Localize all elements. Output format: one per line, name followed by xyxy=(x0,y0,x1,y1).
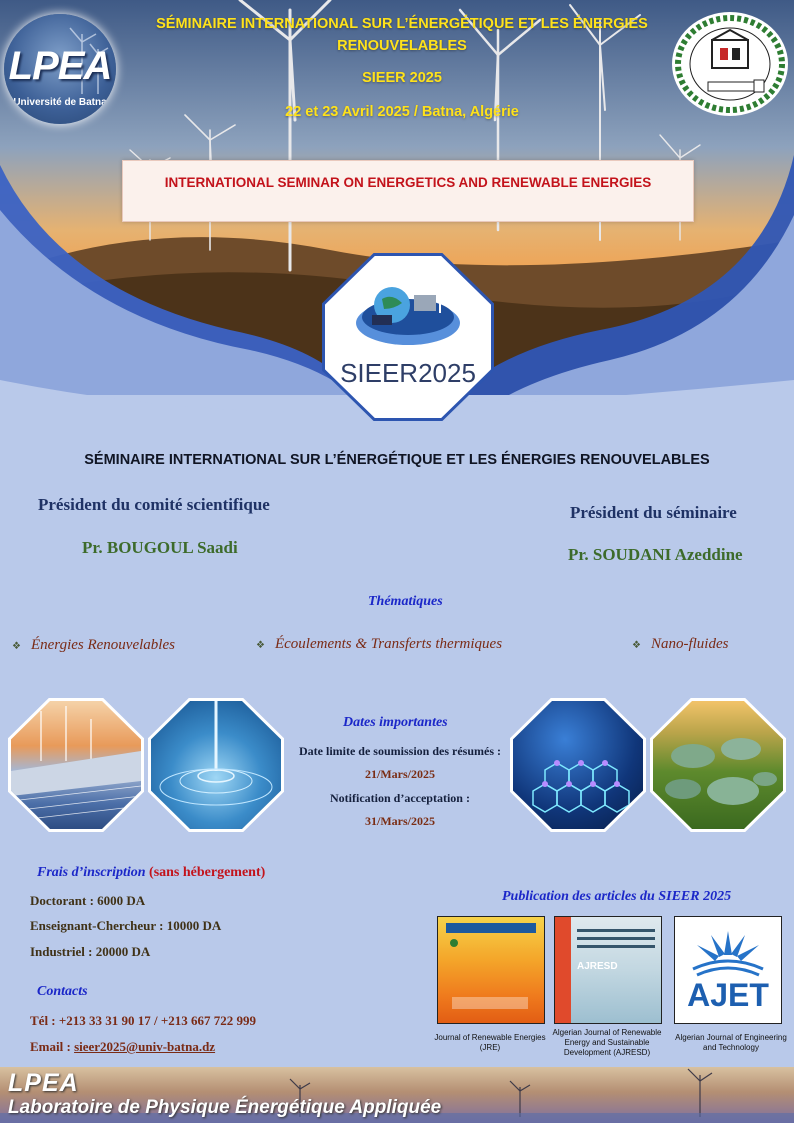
solar-panel-icon xyxy=(11,701,141,829)
footer-lab-name: Laboratoire de Physique Énergétique Appliquée xyxy=(8,1097,442,1118)
jre-cover-band xyxy=(452,997,528,1009)
ajresd-cover-rule xyxy=(577,929,655,932)
president-scientific-label: Président du comité scientifique xyxy=(38,495,270,514)
submission-deadline-label: Date limite de soumission des résumés : xyxy=(299,744,501,758)
university-batna-logo xyxy=(672,12,788,116)
footer-banner xyxy=(0,1067,794,1123)
journal-caption: Journal of Renewable Energies (JRE) xyxy=(434,1033,546,1052)
theme-item xyxy=(256,636,502,653)
hero-title-en: INTERNATIONAL SEMINAR ON ENERGETICS AND RENEWABLE ENERGIES xyxy=(164,175,652,190)
diamond-bullet-icon: ❖ xyxy=(256,640,265,651)
ajresd-cover xyxy=(554,916,662,1024)
contacts-title: Contacts xyxy=(37,984,88,999)
graphene-icon xyxy=(513,701,643,829)
publications-title: Publication des articles du SIEER 2025 xyxy=(502,889,732,904)
president-seminar-label: Président du séminaire xyxy=(570,503,737,522)
email-link[interactable]: sieer2025@univ-batna.dz xyxy=(74,1039,216,1054)
email-label: Email : xyxy=(30,1039,71,1054)
hero-acronym: SIEER 2025 xyxy=(362,70,442,86)
water-drop-image xyxy=(151,701,281,829)
sieer-2025-logo xyxy=(322,253,494,421)
submission-deadline-date: 21/Mars/2025 xyxy=(365,767,435,781)
main-title: SÉMINAIRE INTERNATIONAL SUR L’ÉNERGÉTIQUE ET LES ÉNERGIES RENOUVELABLES xyxy=(84,452,710,468)
contact-phone: Tél : +213 33 31 90 17 / +213 667 722 999 xyxy=(30,1013,257,1028)
biogas-plant-image xyxy=(653,701,783,829)
lpea-logo xyxy=(4,14,116,124)
lpea-logo-subtitle: Université de Batna xyxy=(13,97,107,108)
fees-title-note: (sans hébergement) xyxy=(149,865,266,880)
hero-title-fr: SÉMINAIRE INTERNATIONAL SUR L’ÉNERGÉTIQUE ET LES ÉNERGIES RENOUVELABLES xyxy=(156,16,648,54)
ajresd-cover-rule xyxy=(577,945,655,948)
hero-date-place: 22 et 23 Avril 2025 / Batna, Algérie xyxy=(285,104,519,120)
president-scientific-name: Pr. BOUGOUL Saadi xyxy=(82,538,238,557)
theme-item xyxy=(12,637,175,654)
theme-label: Nano-fluides xyxy=(650,636,729,652)
jre-cover-emblem xyxy=(450,939,458,947)
president-seminar-name: Pr. SOUDANI Azeddine xyxy=(568,545,743,564)
footer-lpea: LPEA xyxy=(8,1069,79,1097)
biogas-dome-icon xyxy=(653,701,783,829)
lpea-logo-text: LPEA xyxy=(8,44,112,88)
sieer-logo-text: SIEER2025 xyxy=(340,358,476,388)
notification-date: 31/Mars/2025 xyxy=(365,814,435,828)
diamond-bullet-icon: ❖ xyxy=(632,640,641,651)
university-emblem-icon xyxy=(672,12,788,116)
notification-label: Notification d’acceptation : xyxy=(330,791,470,805)
ajresd-cover-rule xyxy=(577,937,655,940)
water-ripple-icon xyxy=(151,701,281,829)
theme-label: Écoulements & Transferts thermiques xyxy=(274,636,503,652)
jre-cover xyxy=(437,916,545,1024)
ajresd-cover-text: AJRESD xyxy=(577,961,618,972)
solar-dam-image xyxy=(11,701,141,829)
theme-label: Énergies Renouvelables xyxy=(30,637,175,653)
theme-item xyxy=(632,636,728,653)
fees-title-label: Frais d’inscription xyxy=(37,865,146,880)
ajresd-cover-spine xyxy=(555,917,571,1023)
globe-energy-icon xyxy=(322,253,494,421)
diamond-bullet-icon: ❖ xyxy=(12,641,21,652)
fee-item: Enseignant-Chercheur : 10000 DA xyxy=(30,918,222,933)
themes-title: Thématiques xyxy=(368,594,443,609)
nano-structure-image xyxy=(513,701,643,829)
fee-item: Doctorant : 6000 DA xyxy=(30,893,146,908)
ajet-logo xyxy=(674,916,782,1024)
contact-email-row xyxy=(30,1039,215,1055)
fees-title xyxy=(37,865,265,881)
jre-cover-header xyxy=(446,923,536,933)
ajet-logo-text: AJET xyxy=(687,977,769,1013)
dates-title: Dates importantes xyxy=(343,715,448,730)
journal-caption: Algerian Journal of Engineering and Technology xyxy=(675,1033,787,1052)
english-title-box xyxy=(122,160,694,222)
journal-caption: Algerian Journal of Renewable Energy and Sustainable Development (AJRESD) xyxy=(552,1028,662,1057)
fee-item: Industriel : 20000 DA xyxy=(30,944,151,959)
